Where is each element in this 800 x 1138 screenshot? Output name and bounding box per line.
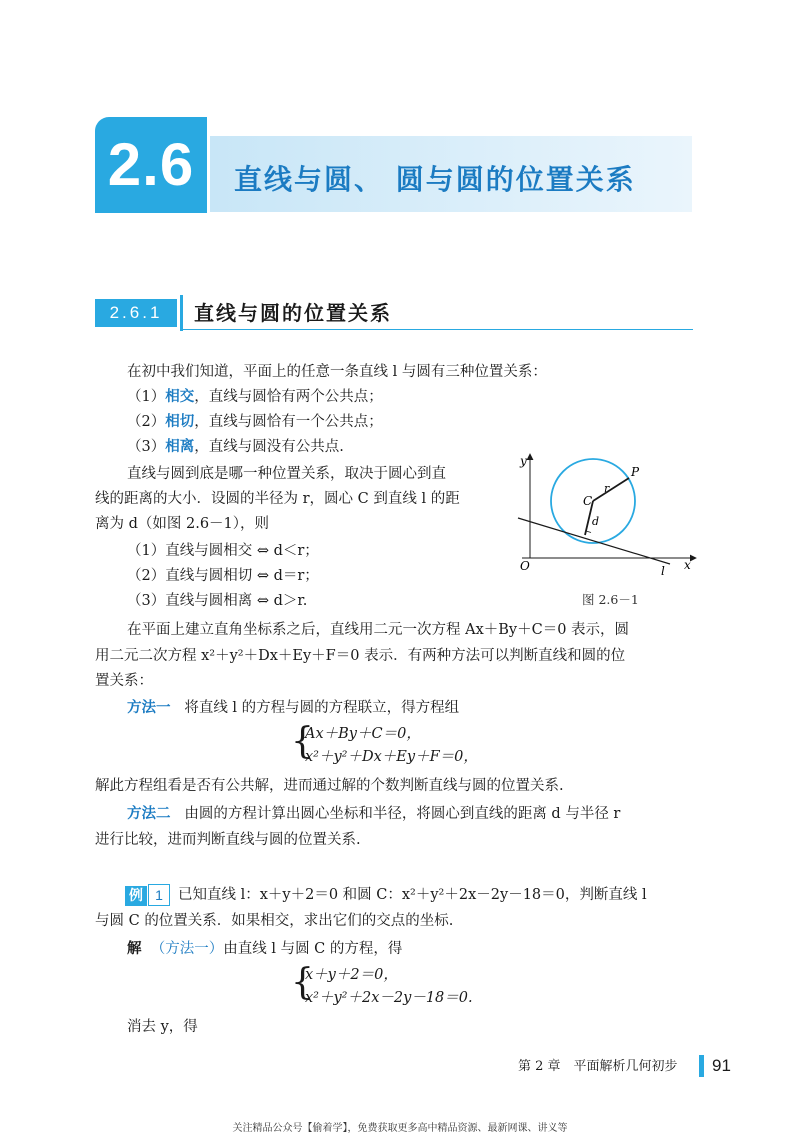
section-underline bbox=[183, 329, 693, 330]
chapter-number: 2.6 bbox=[95, 117, 207, 213]
equation-line: x²＋y²＋Dx＋Ey＋F＝0， bbox=[305, 749, 478, 765]
equation-brace: { bbox=[291, 962, 314, 1003]
intro-line: 在初中我们知道，平面上的任意一条直线 l 与圆有三种位置关系： bbox=[127, 364, 547, 380]
solution-line: 解 （方法一）由直线 l 与圆 C 的方程，得 bbox=[127, 940, 403, 957]
paragraph-line: 离为 d（如图 2.6－1），则 bbox=[95, 516, 270, 532]
label-x: x bbox=[684, 558, 691, 572]
example-text: 与圆 C 的位置关系．如果相交，求出它们的交点的坐标. bbox=[95, 913, 454, 929]
method-one: 方法一 将直线 l 的方程与圆的方程联立，得方程组 bbox=[127, 699, 460, 716]
label-y: y bbox=[520, 454, 527, 468]
equation-line: Ax＋By＋C＝0， bbox=[305, 726, 421, 742]
figure-line-circle bbox=[508, 448, 708, 586]
method-two-label: 方法二 bbox=[127, 805, 171, 822]
label-origin: O bbox=[520, 559, 530, 573]
example-badge: 例 bbox=[125, 886, 147, 906]
paragraph-line: 消去 y，得 bbox=[127, 1019, 198, 1035]
section-divider bbox=[180, 295, 183, 331]
term-separate: 相离 bbox=[165, 438, 195, 455]
section-title: 直线与圆的位置关系 bbox=[194, 301, 392, 325]
list-item: （3）相离，直线与圆没有公共点. bbox=[127, 438, 344, 455]
label-distance: d bbox=[592, 515, 600, 528]
watermark-text: 关注精品公众号【偷着学】，免费获取更多高中精品资源、最新网课、讲义等 bbox=[232, 1123, 568, 1134]
paragraph-line: 线的距离的大小．设圆的半径为 r，圆心 C 到直线 l 的距 bbox=[95, 491, 460, 507]
equation-brace: { bbox=[291, 721, 314, 762]
condition-line: （2）直线与圆相切 ⇔ d＝r； bbox=[127, 568, 319, 584]
paragraph-line: 进行比较，进而判断直线与圆的位置关系. bbox=[95, 832, 361, 848]
page-number: 91 bbox=[712, 1056, 731, 1075]
condition-line: （1）直线与圆相交 ⇔ d＜r； bbox=[127, 543, 319, 559]
right-angle-mark bbox=[586, 531, 591, 533]
solution-method: （方法一） bbox=[150, 941, 224, 957]
section-number: 2.6.1 bbox=[95, 299, 177, 327]
label-radius: r bbox=[604, 482, 610, 495]
paragraph-line: 解此方程组看是否有公共解，进而通过解的个数判断直线与圆的位置关系. bbox=[95, 778, 564, 794]
solution-label: 解 bbox=[127, 940, 142, 957]
footer-chapter: 第 2 章 平面解析几何初步 bbox=[518, 1059, 678, 1074]
paragraph-line: 在平面上建立直角坐标系之后，直线用二元一次方程 Ax＋By＋C＝0 表示，圆 bbox=[127, 622, 630, 638]
figure-caption: 图 2.6－1 bbox=[582, 592, 639, 607]
term-intersect: 相交 bbox=[165, 388, 195, 405]
method-two: 方法二 由圆的方程计算出圆心坐标和半径，将圆心到直线的距离 d 与半径 r bbox=[127, 805, 621, 822]
label-point: P bbox=[631, 465, 640, 479]
radius-segment bbox=[593, 478, 629, 501]
label-line: l bbox=[661, 564, 665, 578]
equation-line: x＋y＋2＝0， bbox=[305, 967, 398, 983]
paragraph-line: 置关系： bbox=[95, 673, 153, 689]
method-one-label: 方法一 bbox=[127, 699, 171, 716]
example-text: 已知直线 l：x＋y＋2＝0 和圆 C：x²＋y²＋2x－2y－18＝0，判断直线 l bbox=[178, 887, 647, 903]
paragraph-line: 直线与圆到底是哪一种位置关系，取决于圆心到直 bbox=[127, 466, 446, 482]
term-tangent: 相切 bbox=[165, 413, 195, 430]
example-number: 1 bbox=[148, 884, 170, 906]
paragraph-line: 用二元二次方程 x²＋y²＋Dx＋Ey＋F＝0 表示．有两种方法可以判断直线和圆的位 bbox=[95, 648, 626, 664]
list-item: （2）相切，直线与圆恰有一个公共点； bbox=[127, 413, 383, 430]
equation-line: x²＋y²＋2x－2y－18＝0. bbox=[305, 990, 473, 1006]
chapter-title: 直线与圆、 圆与圆的位置关系 bbox=[234, 163, 636, 196]
list-item: （1）相交，直线与圆恰有两个公共点； bbox=[127, 388, 383, 405]
footer-divider bbox=[699, 1055, 704, 1077]
label-center: C bbox=[583, 494, 593, 508]
condition-line: （3）直线与圆相离 ⇔ d＞r. bbox=[127, 593, 308, 609]
